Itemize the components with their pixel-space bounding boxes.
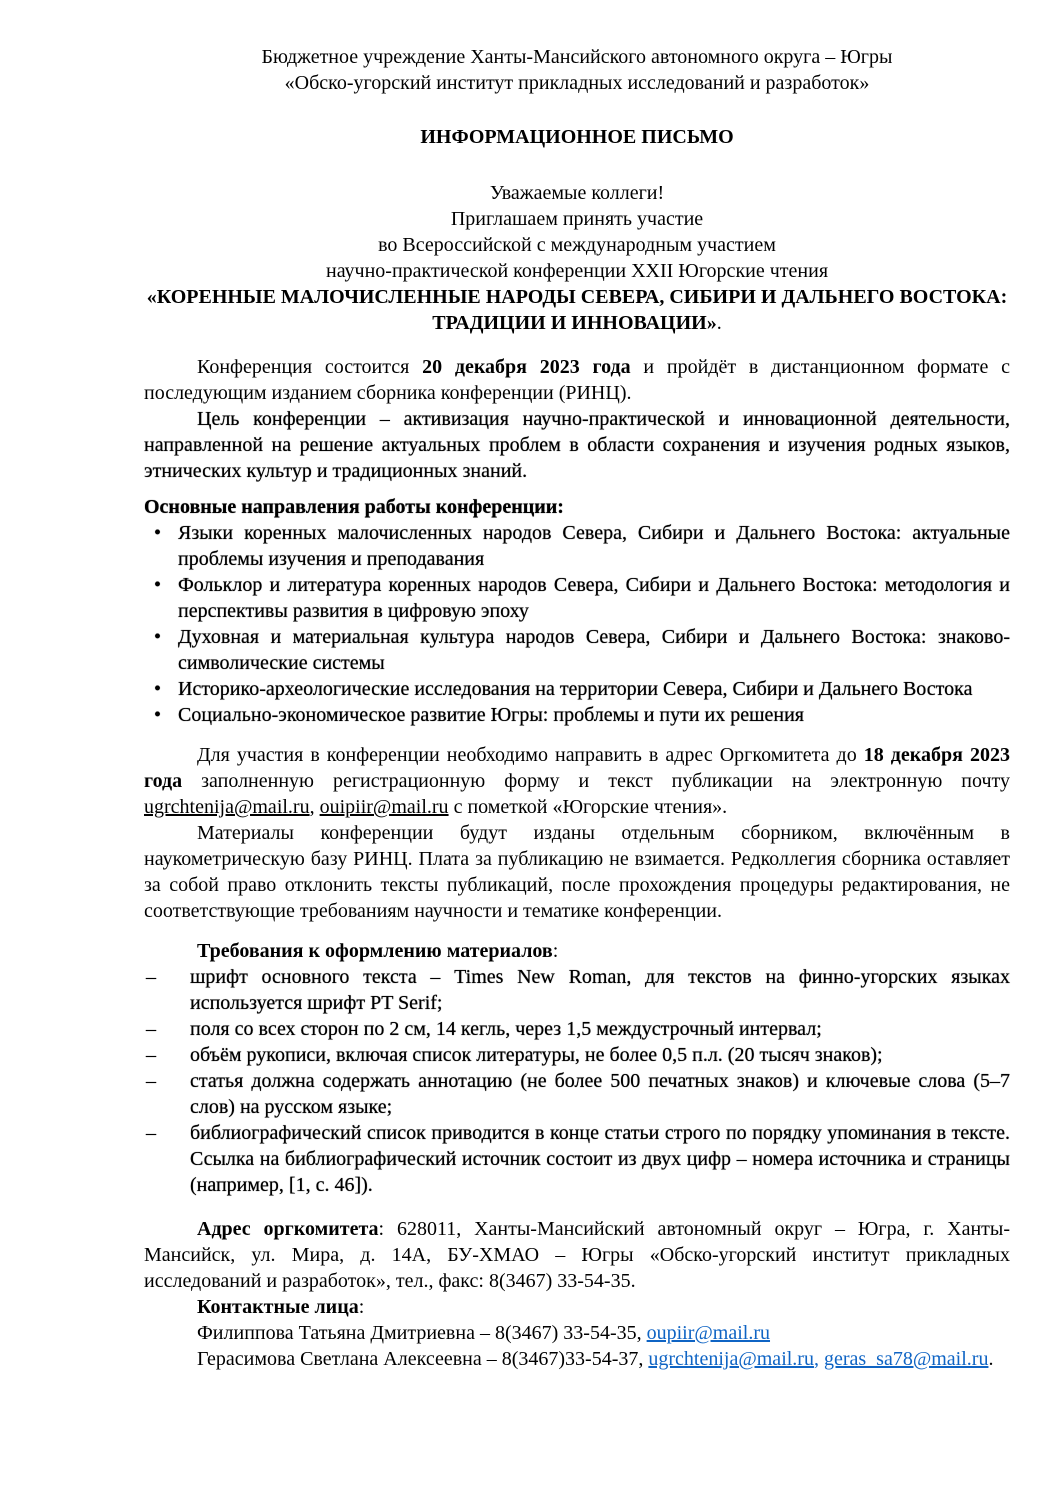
address-paragraph [144, 1216, 1010, 1294]
contact2-separator: , [813, 1348, 824, 1370]
bullet-marker: • [154, 522, 162, 544]
contact-line-2 [144, 1346, 1010, 1372]
list-item [144, 572, 1010, 624]
contacts-heading [144, 1294, 1010, 1320]
dash-marker: – [146, 1018, 156, 1040]
email-link-ugrchtenija-2[interactable]: ugrchtenija@mail.ru [648, 1348, 814, 1370]
materials-paragraph: Материалы конференции будут изданы отдельным сборником, включённым в наукометрическую базу РИНЦ. Плата за публикацию не взимается. Редколлегия сборника оставляет за собой право отклонить тексты публикаций, после прохождения процедуры редактирования, не соответствующие требованиям научности и тематике конференции. [144, 822, 1010, 922]
list-item-text: шрифт основного текста – Times New Roman, для текстов на финно-угорских языках используется шрифт PT Serif; [190, 966, 1010, 1014]
participation-paragraph [144, 742, 1010, 820]
bullet-marker: • [154, 574, 162, 596]
conference-date: 20 декабря 2023 года [422, 356, 631, 378]
directions-list [144, 520, 1010, 728]
list-item-text: Историко-археологические исследования на территории Севера, Сибири и Дальнего Востока [178, 678, 973, 700]
email-separator: , [309, 796, 320, 818]
list-item-text: Языки коренных малочисленных народов Севера, Сибири и Дальнего Востока: актуальные проблемы изучения и преподавания [178, 522, 1010, 570]
submission-deadline: 18 декабря 2023 года [144, 744, 1010, 792]
email-link-geras[interactable]: geras_sa78@mail.ru [823, 1348, 989, 1370]
list-item [144, 702, 1010, 728]
list-item [144, 676, 1010, 702]
greeting-line: Уважаемые коллеги! [489, 182, 665, 204]
list-item [144, 520, 1010, 572]
dash-marker: – [146, 1122, 156, 1144]
list-item-text: библиографический список приводится в конце статьи строго по порядку упоминания в тексте. Ссылка на библиографический источник состоит из двух цифр – номера источника и страницы (например, [1, с. 46]). [190, 1122, 1010, 1196]
bullet-marker: • [154, 626, 162, 648]
contact-line-1 [144, 1320, 1010, 1346]
participation-text-3: с пометкой «Югорские чтения». [448, 796, 728, 818]
participation-text-1: Для участия в конференции необходимо направить в адрес Оргкомитета до [197, 744, 864, 766]
list-item-text: Фольклор и литература коренных народов Севера, Сибири и Дальнего Востока: методология и перспективы развития в цифровую эпоху [178, 574, 1010, 622]
invite-line-1: Приглашаем принять участие [450, 208, 704, 230]
participation-text-2: заполненную регистрационную форму и текст публикации на электронную почту [182, 770, 1010, 792]
list-item-text: Социально-экономическое развитие Югры: проблемы и пути их решения [178, 704, 805, 726]
contact2-text: Герасимова Светлана Алексеевна – 8(3467)33-54-37, [197, 1348, 649, 1370]
document-title: ИНФОРМАЦИОННОЕ ПИСЬМО [420, 126, 734, 148]
list-item [144, 1120, 1010, 1198]
address-text: 628011, Ханты-Мансийский автономный округ – Югра, г. Ханты-Мансийск, ул. Мира, д. 14А, БУ-ХМАО – Югры «Обско-угорский институт прикладных исследований и разработок», тел., факс: 8(3467) 33-54-35. [144, 1218, 1010, 1292]
invite-line-3: научно-практической конференции XXII Югорские чтения [325, 260, 829, 282]
list-item-text: объём рукописи, включая список литературы, не более 0,5 п.л. (20 тысяч знаков); [190, 1044, 883, 1066]
goal-paragraph: Цель конференции – активизация научно-практической и инновационной деятельности, направленной на решение актуальных проблем в области сохранения и изучения родных языков, этнических культур и традиционных знаний. [144, 408, 1010, 482]
contact2-period: . [988, 1348, 994, 1370]
email-link-ouipiir[interactable]: ouipiir@mail.ru [319, 796, 449, 818]
dash-marker: – [146, 1044, 156, 1066]
list-item [144, 1068, 1010, 1120]
requirements-heading-text: Требования к оформлению материалов [197, 940, 553, 962]
requirements-heading [144, 938, 1010, 964]
bullet-marker: • [154, 704, 162, 726]
conference-title-period: . [716, 312, 722, 334]
list-item [144, 964, 1010, 1016]
list-item-text: статья должна содержать аннотацию (не более 500 печатных знаков) и ключевые слова (5–7 слов) на русском языке; [190, 1070, 1010, 1118]
email-link-ugrchtenija[interactable]: ugrchtenija@mail.ru [144, 796, 310, 818]
conference-title-text: «КОРЕННЫЕ МАЛОЧИСЛЕННЫЕ НАРОДЫ СЕВЕРА, СИБИРИ И ДАЛЬНЕГО ВОСТОКА: ТРАДИЦИИ И ИННОВАЦИИ» [146, 286, 1008, 334]
address-colon: : [378, 1218, 397, 1240]
list-item [144, 1042, 1010, 1068]
bullet-marker: • [154, 678, 162, 700]
contacts-label: Контактные лица [197, 1296, 359, 1318]
requirements-heading-colon: : [552, 940, 559, 962]
contacts-colon: : [358, 1296, 365, 1318]
intro-text-1: Конференция состоится [197, 356, 423, 378]
dash-marker: – [146, 1070, 156, 1092]
list-item-text: Духовная и материальная культура народов Севера, Сибири и Дальнего Востока: знаково-символические системы [178, 626, 1010, 674]
intro-text-2: и пройдёт в дистанционном формате с последующим изданием сборника конференции (РИНЦ). [144, 356, 1010, 404]
contact1-text: Филиппова Татьяна Дмитриевна – 8(3467) 33-54-35, [197, 1322, 647, 1344]
list-item-text: поля со всех сторон по 2 см, 14 кегль, через 1,5 междустрочный интервал; [190, 1018, 822, 1040]
list-item [144, 624, 1010, 676]
conference-title [144, 284, 1010, 336]
directions-heading: Основные направления работы конференции: [144, 496, 564, 518]
list-item [144, 1016, 1010, 1042]
address-label: Адрес оргкомитета [197, 1218, 379, 1240]
requirements-list [144, 964, 1010, 1198]
org-name-line-2: «Обско-угорский институт прикладных исследований и разработок» [284, 72, 870, 94]
invite-line-2: во Всероссийской с международным участием [378, 234, 776, 256]
email-link-oupiir[interactable]: oupiir@mail.ru [646, 1322, 771, 1344]
org-name-line-1: Бюджетное учреждение Ханты-Мансийского автономного округа – Югры [261, 46, 893, 68]
dash-marker: – [146, 966, 156, 988]
intro-paragraph [144, 354, 1010, 406]
